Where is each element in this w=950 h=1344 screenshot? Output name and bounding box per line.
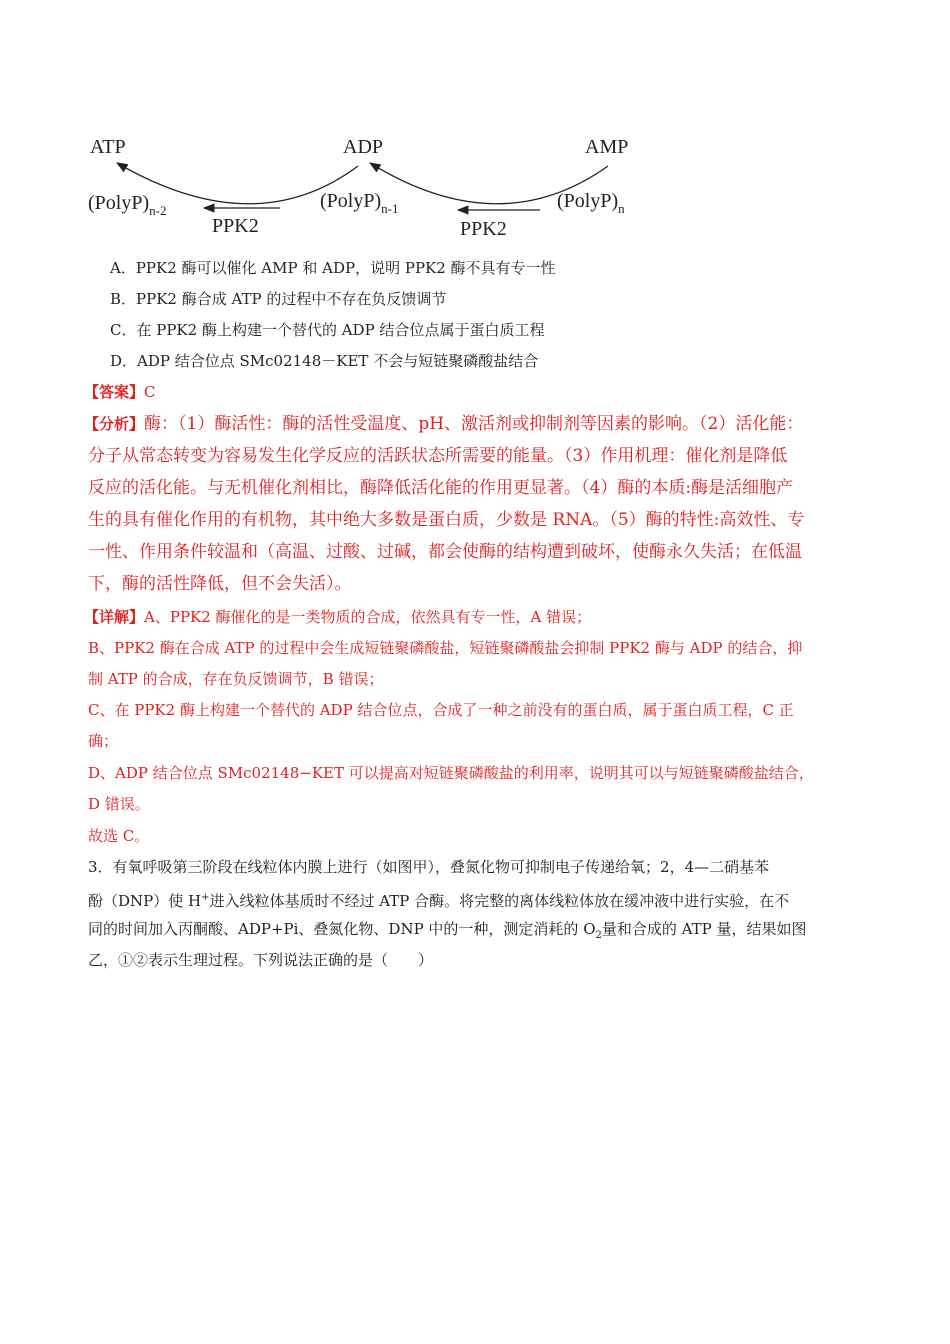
detail-text-1: A、PPK2 酶催化的是一类物质的合成，依然具有专一性，A 错误； [144, 608, 592, 626]
answer-value: C [144, 383, 156, 401]
option-b: B．PPK2 酶合成 ATP 的过程中不存在负反馈调节 [110, 290, 447, 308]
question3-o2-sub: 2 [595, 930, 602, 941]
detail-line-5: 确； [88, 732, 119, 750]
node-atp: ATP [90, 136, 126, 158]
detail-line-4: C、在 PPK2 酶上构建一个替代的 ADP 结合位点，合成了一种之前没有的蛋白质，属于蛋白质工程，C 正 [88, 701, 794, 719]
analysis-line-4: 生的具有催化作用的有机物，其中绝大多数是蛋白质，少数是 RNA。（5）酶的特性:高效性、专 [88, 510, 805, 530]
polyp-n: $(PolyP)_n$ [557, 190, 625, 216]
polyp-n-minus-2: $(PolyP)_{n-2}$ [88, 192, 167, 218]
answer-tag: 【答案】 [84, 383, 145, 401]
detail-line-2: B、PPK2 酶在合成 ATP 的过程中会生成短链聚磷酸盐，短链聚磷酸盐会抑制 PPK2 酶与 ADP 的结合，抑 [88, 639, 803, 657]
question3-line-3a: 同的时间加入丙酮酸、ADP+Pi、叠氮化物、DNP 中的一种，测定消耗的 O [88, 920, 596, 938]
question3-h-plus: + [201, 892, 210, 903]
polyp-n-minus-1: $(PolyP)_{n-1}$ [320, 190, 399, 216]
detail-line-1 [84, 607, 591, 627]
question3-line-2b: 进入线粒体基质时不经过 ATP 合酶。将完整的离体线粒体放在缓冲液中进行实验，在不 [209, 892, 790, 910]
option-a: A．PPK2 酶可以催化 AMP 和 ADP，说明 PPK2 酶不具有专一性 [110, 259, 556, 277]
analysis-line-5: 一性、作用条件较温和（高温、过酸、过碱，都会使酶的结构遭到破坏，使酶永久失活；在低温 [88, 542, 802, 562]
option-d: D．ADP 结合位点 SMc02148－KET 不会与短链聚磷酸盐结合 [110, 352, 539, 370]
analysis-line-6: 下，酶的活性降低，但不会失活）。 [88, 574, 352, 594]
question3-line-2 [88, 888, 789, 911]
enzyme-label-left: PPK2 [212, 215, 259, 237]
detail-tag: 【详解】 [84, 608, 145, 626]
conclusion-line: 故选 C。 [88, 827, 150, 845]
enzyme-label-right: PPK2 [460, 218, 507, 240]
detail-line-7: D 错误。 [88, 795, 150, 813]
detail-line-6: D、ADP 结合位点 SMc02148−KET 可以提高对短链聚磷酸盐的利用率，说明其可以与短链聚磷酸盐结合， [88, 764, 814, 782]
analysis-text-1: 酶：（1）酶活性：酶的活性受温度、pH、激活剂或抑制剂等因素的影响。（2）活化能： [144, 414, 804, 434]
analysis-line-3: 反应的活化能。与无机催化剂相比，酶降低活化能的作用更显著。（4）酶的本质:酶是活细胞产 [88, 478, 794, 498]
option-c: C．在 PPK2 酶上构建一个替代的 ADP 结合位点属于蛋白质工程 [110, 321, 545, 339]
analysis-tag: 【分析】 [84, 415, 145, 433]
ppk2-reaction-diagram [80, 128, 650, 243]
detail-line-3: 制 ATP 的合成，存在负反馈调节，B 错误； [88, 670, 384, 688]
node-adp: ADP [343, 136, 384, 158]
question3-line-2a: 酚（DNP）使 H [88, 892, 202, 910]
question3-line-4: 乙，①②表示生理过程。下列说法正确的是（ ） [88, 951, 434, 969]
analysis-line-2: 分子从常态转变为容易发生化学反应的活跃状态所需要的能量。（3）作用机理：催化剂是降低 [88, 446, 788, 466]
question3-line-1: 3．有氧呼吸第三阶段在线粒体内膜上进行（如图甲），叠氮化物可抑制电子传递给氧；2，4—二硝基苯 [88, 858, 770, 876]
question3-line-3b: 量和合成的 ATP 量，结果如图 [601, 920, 807, 938]
question3-line-3 [88, 919, 807, 946]
answer-line [84, 382, 156, 402]
node-amp: AMP [585, 136, 629, 158]
analysis-line-1 [84, 413, 803, 435]
